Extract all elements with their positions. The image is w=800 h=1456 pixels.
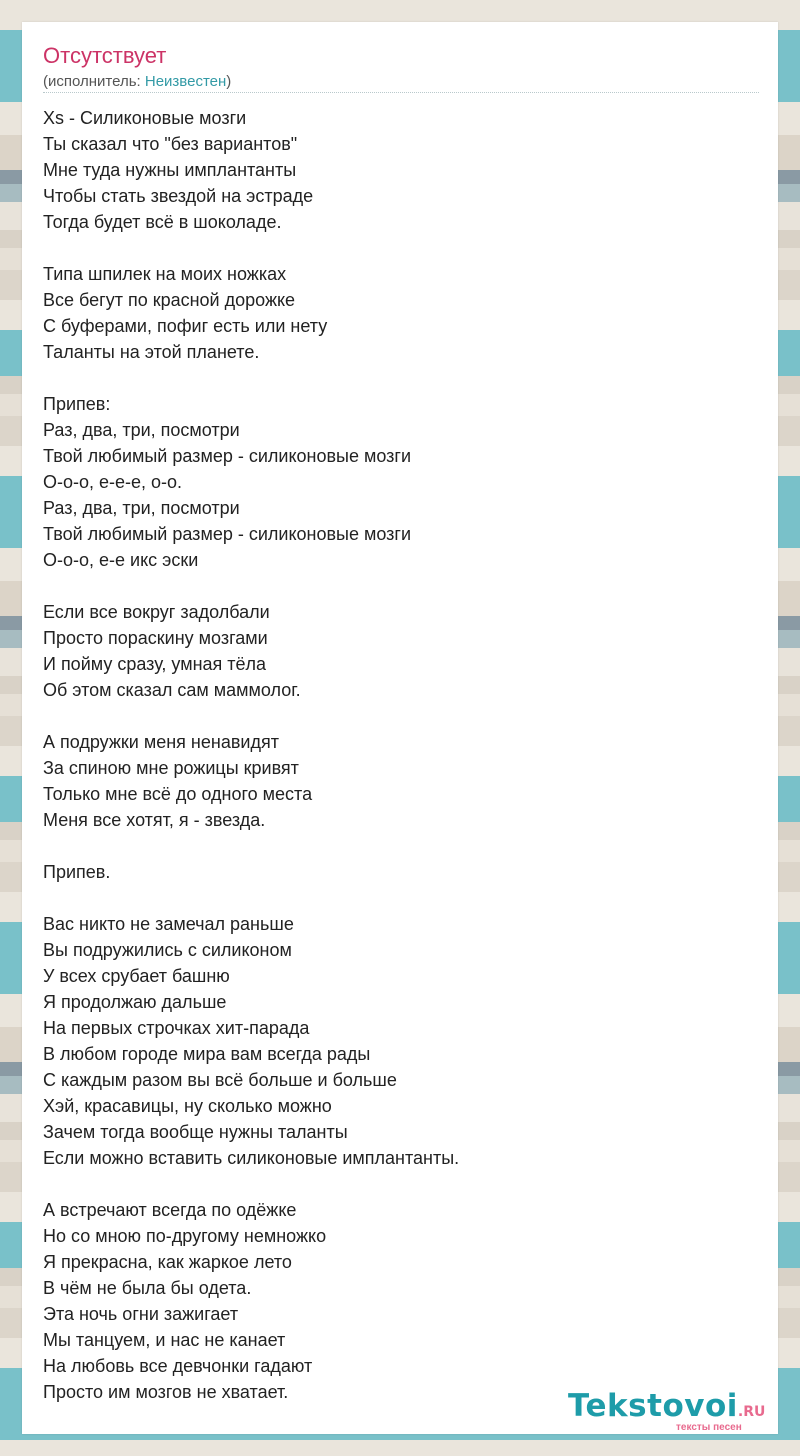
lyrics-line: Чтобы стать звездой на эстраде <box>43 186 314 206</box>
lyrics-line: А подружки меня ненавидят <box>43 732 279 752</box>
lyrics-line: Если все вокруг задолбали <box>43 602 270 622</box>
lyrics-line: Типа шпилек на моих ножках <box>43 264 287 284</box>
lyrics-line: Но со мною по-другому немножко <box>43 1226 327 1246</box>
lyrics-stanza <box>43 261 743 365</box>
lyrics-line: С каждым разом вы всё больше и больше <box>43 1070 397 1090</box>
lyrics-line: Если можно вставить силиконовые имплантанты. <box>43 1148 460 1168</box>
lyrics-line: Эта ночь огни зажигает <box>43 1304 239 1324</box>
lyrics-line: Вы подружились с силиконом <box>43 940 292 960</box>
lyrics-line: Раз, два, три, посмотри <box>43 498 240 518</box>
site-logo[interactable] <box>568 1388 774 1434</box>
song-title: Отсутствует <box>43 43 167 68</box>
lyrics-line: За спиною мне рожицы кривят <box>43 758 299 778</box>
logo-brand <box>568 1388 774 1430</box>
lyrics-line: Я продолжаю дальше <box>43 992 227 1012</box>
lyrics-line: Твой любимый размер - силиконовые мозги <box>43 524 412 544</box>
lyrics-line: В любом городе мира вам всегда рады <box>43 1044 371 1064</box>
lyrics-stanza <box>43 105 743 235</box>
lyrics-line: На первых строчках хит-парада <box>43 1018 310 1038</box>
lyrics-line: Только мне всё до одного места <box>43 784 313 804</box>
logo-tagline: тексты песен <box>676 1422 742 1433</box>
logo-brand-name: Tekstovoi <box>568 1388 738 1424</box>
artist-suffix: ) <box>226 73 232 90</box>
lyrics-line: Раз, два, три, посмотри <box>43 420 240 440</box>
lyrics-line: Меня все хотят, я - звезда. <box>43 810 266 830</box>
lyrics-line: Мне туда нужны имплантанты <box>43 160 297 180</box>
lyrics-line: С буферами, пофиг есть или нету <box>43 316 328 336</box>
lyrics-line: Припев. <box>43 862 111 882</box>
lyrics-line: А встречают всегда по одёжке <box>43 1200 297 1220</box>
artist-line <box>43 72 231 92</box>
lyrics-line: Мы танцуем, и нас не канает <box>43 1330 286 1350</box>
lyrics-line: Xs - Силиконовые мозги <box>43 108 247 128</box>
artist-link[interactable]: Неизвестен <box>144 73 227 90</box>
lyrics-line: Таланты на этой планете. <box>43 342 260 362</box>
lyrics-line: Вас никто не замечал раньше <box>43 914 294 934</box>
lyrics-line: Об этом сказал сам маммолог. <box>43 680 301 700</box>
lyrics-line: В чём не была бы одета. <box>43 1278 252 1298</box>
lyrics-line: Просто пораскину мозгами <box>43 628 268 648</box>
lyrics-card <box>22 22 778 1434</box>
lyrics-line: Просто им мозгов не хватает. <box>43 1382 289 1402</box>
lyrics-line: У всех срубает башню <box>43 966 230 986</box>
logo-tld: .RU <box>737 1404 766 1420</box>
lyrics-line: Я прекрасна, как жаркое лето <box>43 1252 292 1272</box>
lyrics-line: Твой любимый размер - силиконовые мозги <box>43 446 412 466</box>
lyrics-line: На любовь все девчонки гадают <box>43 1356 313 1376</box>
lyrics-line: И пойму сразу, умная тёла <box>43 654 267 674</box>
lyrics-line: Все бегут по красной дорожке <box>43 290 296 310</box>
lyrics-line: Хэй, красавицы, ну сколько можно <box>43 1096 332 1116</box>
artist-prefix: (исполнитель: <box>43 73 145 90</box>
lyrics-line: Тогда будет всё в шоколаде. <box>43 212 282 232</box>
lyrics-stanza <box>43 911 743 1171</box>
header-divider <box>43 92 759 93</box>
lyrics-text <box>43 105 743 1431</box>
lyrics-line: О-о-о, е-е икс эски <box>43 550 199 570</box>
lyrics-line: О-о-о, е-е-е, о-о. <box>43 472 183 492</box>
lyrics-line: Припев: <box>43 394 111 414</box>
lyrics-stanza <box>43 1197 743 1405</box>
lyrics-line: Зачем тогда вообще нужны таланты <box>43 1122 348 1142</box>
lyrics-stanza <box>43 599 743 703</box>
lyrics-stanza <box>43 859 743 885</box>
lyrics-stanza <box>43 729 743 833</box>
lyrics-line: Ты сказал что "без вариантов" <box>43 134 298 154</box>
lyrics-stanza <box>43 391 743 573</box>
